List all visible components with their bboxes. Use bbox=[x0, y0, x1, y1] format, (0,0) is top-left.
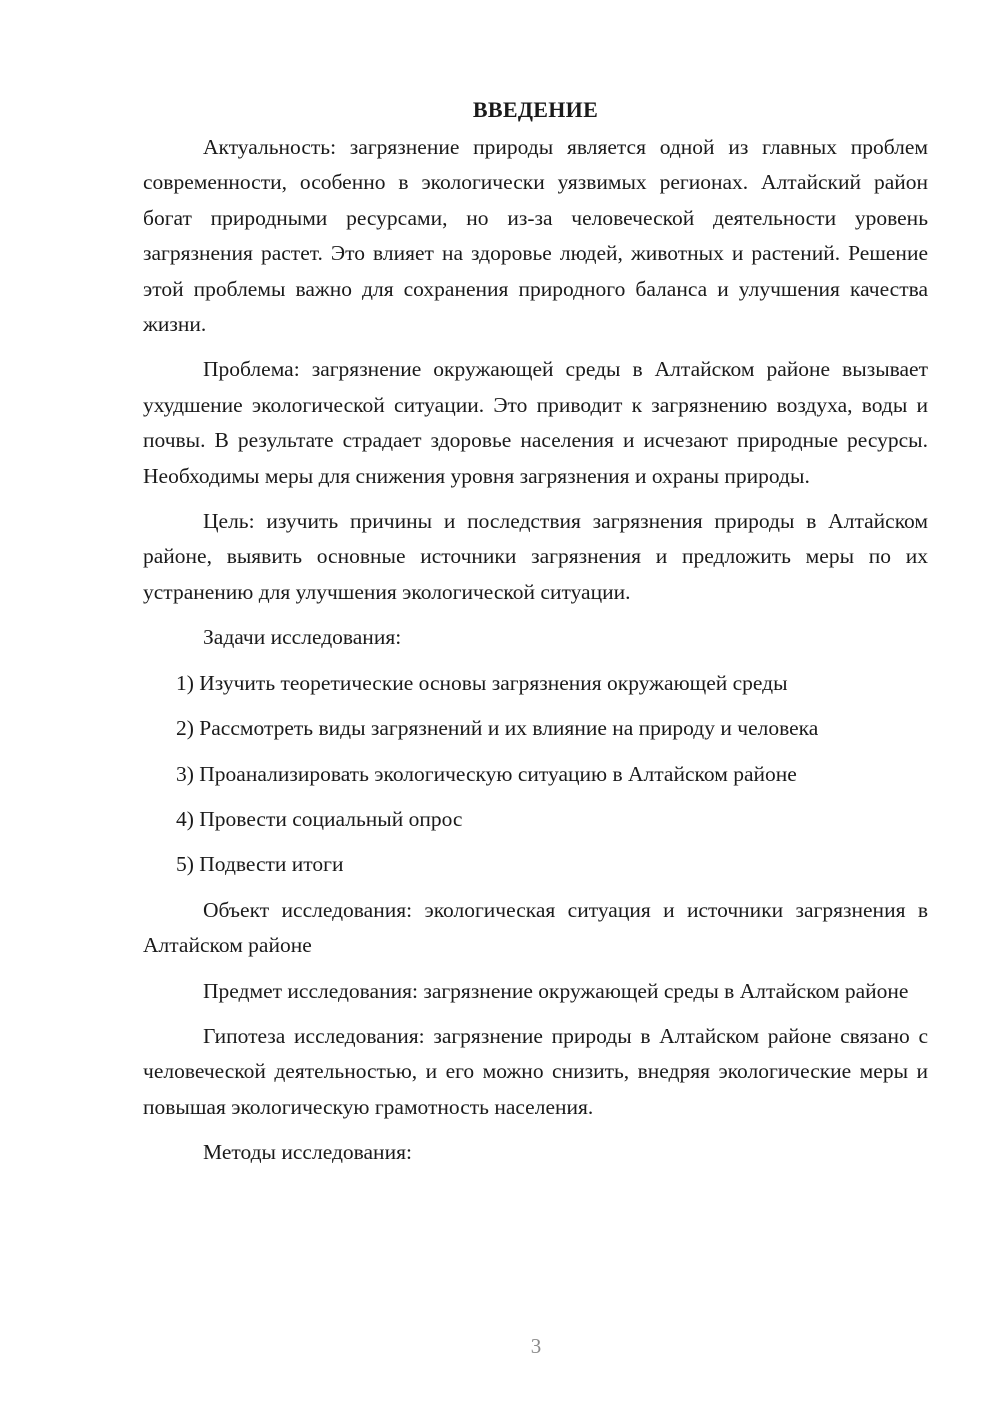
list-item: 5) Подвести итоги bbox=[176, 852, 344, 877]
list-item: 4) Провести социальный опрос bbox=[176, 806, 463, 831]
methods-title: Методы исследования: bbox=[203, 1140, 412, 1165]
relevance-paragraph: Актуальность: загрязнение природы является одной из главных проблем современности, особенно в экологически уязвимых регионах. Алтайский район богат природными ресурсами, но из-за человеческой деятельности уровень загрязнения растет. Это влияет на здоровье людей, животных и растений. Решение этой проблемы важно для сохранения природного баланса и улучшения качества жизни. bbox=[143, 135, 928, 337]
hypothesis-paragraph: Гипотеза исследования: загрязнение природы в Алтайском районе связано с человеческой деятельностью, и его можно снизить, внедряя экологические меры и повышая экологическую грамотность населения. bbox=[143, 1023, 928, 1119]
list-item: 2) Рассмотреть виды загрязнений и их влияние на природу и человека bbox=[176, 716, 819, 741]
tasks-list bbox=[143, 666, 928, 883]
tasks-title: Задачи исследования: bbox=[203, 625, 402, 650]
object-paragraph: Объект исследования: экологическая ситуация и источники загрязнения в Алтайском районе bbox=[143, 897, 928, 958]
page-number: 3 bbox=[530, 1334, 542, 1358]
subject-paragraph: Предмет исследования: загрязнение окружающей среды в Алтайском районе bbox=[203, 978, 909, 1003]
list-item: 1) Изучить теоретические основы загрязнения окружающей среды bbox=[176, 670, 788, 695]
document-page bbox=[143, 92, 928, 1181]
problem-paragraph: Проблема: загрязнение окружающей среды в Алтайском районе вызывает ухудшение экологической ситуации. Это приводит к загрязнению воздуха, воды и почвы. В результате страдает здоровье населения и исчезают природные ресурсы. Необходимы меры для снижения уровня загрязнения и охраны природы. bbox=[143, 357, 928, 488]
goal-paragraph: Цель: изучить причины и последствия загрязнения природы в Алтайском районе, выявить основные источники загрязнения и предложить меры по их устранению для улучшения экологической ситуации. bbox=[143, 509, 928, 604]
list-item: 3) Проанализировать экологическую ситуацию в Алтайском районе bbox=[176, 761, 797, 786]
section-heading: ВВЕДЕНИЕ bbox=[472, 97, 599, 122]
